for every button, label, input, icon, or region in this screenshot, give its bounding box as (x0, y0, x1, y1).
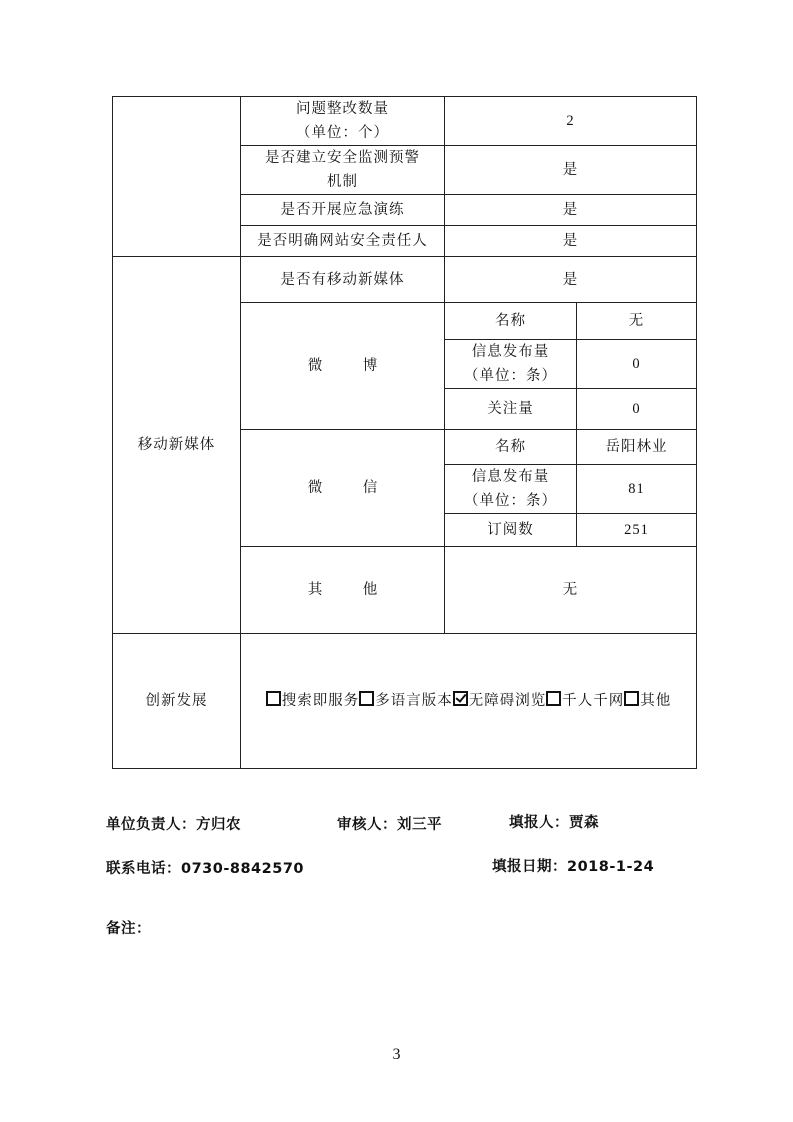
checkbox-icon[interactable] (266, 691, 281, 706)
innovation-section-label: 创新发展 (113, 634, 241, 769)
option-accessibility[interactable]: 无障碍浏览 (453, 693, 547, 709)
checkbox-icon[interactable] (624, 691, 639, 706)
other-value: 无 (445, 547, 697, 634)
security-section-cell (113, 97, 241, 257)
fill-date: 填报日期：2018-1-24 (492, 859, 655, 875)
option-other[interactable]: 其他 (624, 693, 671, 709)
weibo-posts-value: 0 (577, 340, 697, 389)
filler: 填报人：贾森 (509, 815, 599, 831)
wechat-posts-label: 信息发布量 （单位：条） (445, 465, 577, 514)
responsible-value: 是 (445, 226, 697, 257)
weibo-followers-label: 关注量 (445, 389, 577, 430)
checkbox-checked-icon[interactable] (453, 691, 468, 706)
option-personalized[interactable]: 千人千网 (546, 693, 624, 709)
monitoring-value: 是 (445, 146, 697, 195)
drill-label: 是否开展应急演练 (241, 195, 445, 226)
weibo-name-label: 名称 (445, 303, 577, 340)
option-multilingual[interactable]: 多语言版本 (359, 693, 453, 709)
weibo-posts-label: 信息发布量 （单位：条） (445, 340, 577, 389)
responsible-label: 是否明确网站安全责任人 (241, 226, 445, 257)
wechat-label: 微 信 (241, 430, 445, 547)
page-number: 3 (392, 1046, 401, 1063)
other-label: 其 他 (241, 547, 445, 634)
unit-head: 单位负责人：方归农 (106, 817, 241, 833)
remark-label: 备注： (106, 921, 151, 937)
option-search-service[interactable]: 搜索即服务 (266, 693, 360, 709)
has-mobile-value: 是 (445, 257, 697, 303)
contact-phone: 联系电话：0730-8842570 (106, 861, 304, 877)
wechat-name-value: 岳阳林业 (577, 430, 697, 465)
wechat-posts-value: 81 (577, 465, 697, 514)
wechat-name-label: 名称 (445, 430, 577, 465)
drill-value: 是 (445, 195, 697, 226)
report-table (112, 96, 697, 769)
issue-count-label: 问题整改数量 （单位：个） (241, 97, 445, 146)
reviewer: 审核人：刘三平 (337, 817, 442, 833)
wechat-subscribers-value: 251 (577, 514, 697, 547)
innovation-options (241, 634, 697, 769)
checkbox-icon[interactable] (359, 691, 374, 706)
issue-count-value: 2 (445, 97, 697, 146)
monitoring-label: 是否建立安全监测预警 机制 (241, 146, 445, 195)
has-mobile-label: 是否有移动新媒体 (241, 257, 445, 303)
checkbox-icon[interactable] (546, 691, 561, 706)
weibo-label: 微 博 (241, 303, 445, 430)
wechat-subscribers-label: 订阅数 (445, 514, 577, 547)
weibo-name-value: 无 (577, 303, 697, 340)
mobile-section-label: 移动新媒体 (113, 257, 241, 634)
weibo-followers-value: 0 (577, 389, 697, 430)
